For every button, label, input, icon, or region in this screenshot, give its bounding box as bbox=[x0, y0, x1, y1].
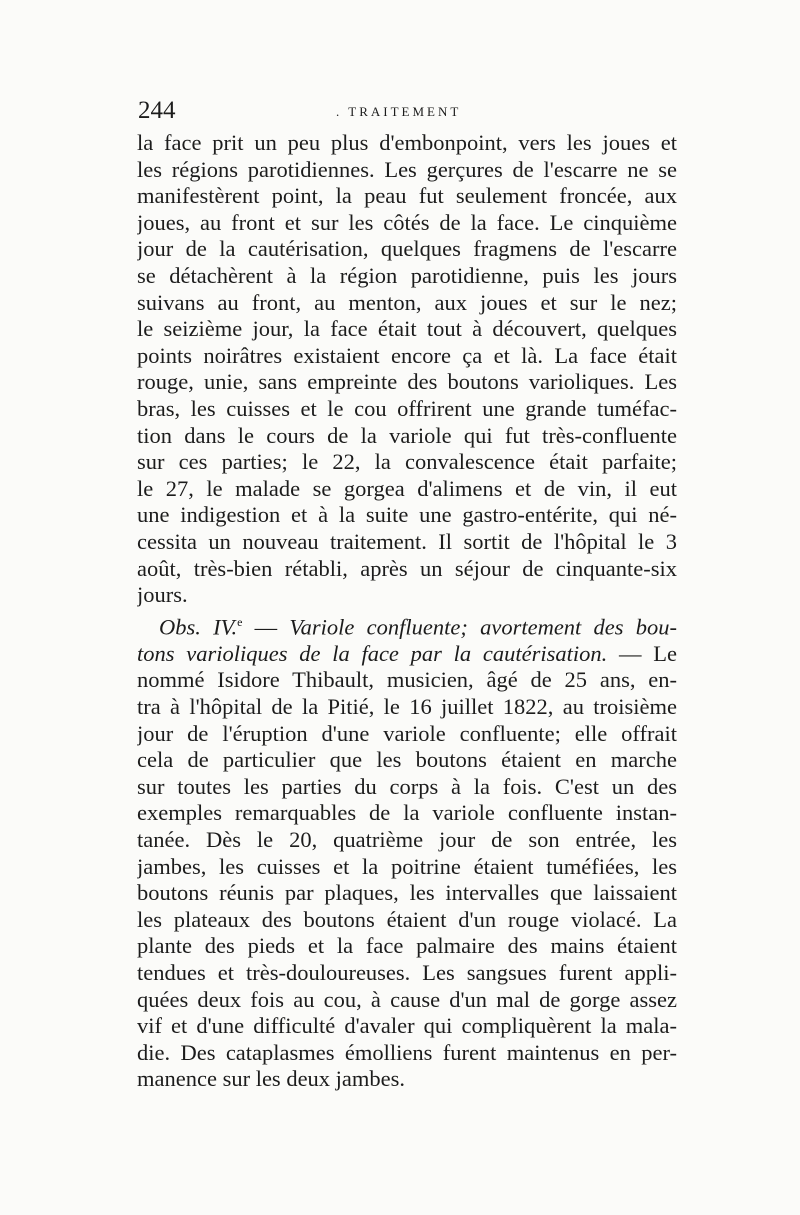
text-line: les plateaux des boutons étaient d'un rouge violacé. La bbox=[137, 906, 677, 932]
text-line: vif et d'une difficulté d'avaler qui compliquèrent la mala- bbox=[137, 1013, 677, 1039]
header-title: . TRAITEMENT bbox=[336, 104, 462, 119]
text-line: tendues et très-douloureuses. Les sangsues furent appli- bbox=[137, 959, 677, 985]
observation-title-cont: tons varioliques de la face par la cautérisation. bbox=[137, 640, 608, 666]
running-head bbox=[138, 98, 678, 124]
text-line: tanée. Dès le 20, quatrième jour de son entrée, les bbox=[137, 826, 677, 852]
observation-title-tail: — Le bbox=[607, 640, 677, 666]
text-line: manifestèrent point, la peau fut seulement froncée, aux bbox=[137, 183, 677, 209]
observation-heading-cont bbox=[137, 641, 677, 668]
observation-label-sup: e bbox=[237, 614, 243, 629]
text-line: le seizième jour, la face était tout à découvert, quelques bbox=[137, 316, 677, 342]
text-line: le 27, le malade se gorgea d'alimens et de vin, il eut bbox=[137, 475, 677, 501]
text-line: bras, les cuisses et le cou offrirent une grande tuméfac- bbox=[137, 395, 677, 421]
text-line: tion dans le cours de la variole qui fut très-confluente bbox=[137, 422, 677, 448]
text-line: les régions parotidiennes. Les gerçures de l'escarre ne se bbox=[137, 156, 677, 182]
text-line: août, très-bien rétabli, après un séjour de cinquante-six bbox=[137, 555, 677, 581]
text-line: jour de la cautérisation, quelques fragmens de l'escarre bbox=[137, 236, 677, 262]
observation-label: Obs. IV. bbox=[159, 614, 238, 640]
page-number: 244 bbox=[138, 97, 176, 124]
text-line: cessita un nouveau traitement. Il sortit de l'hôpital le 3 bbox=[137, 528, 677, 554]
text-line: jours. bbox=[137, 582, 188, 608]
text-line: sur toutes les parties du corps à la fois. C'est un des bbox=[137, 773, 677, 799]
observation-title: Variole confluente; avortement des bou- bbox=[289, 614, 677, 640]
text-line: se détachèrent à la région parotidienne, puis les jours bbox=[137, 262, 677, 288]
text-line: boutons réunis par plaques, les intervalles que laissaient bbox=[137, 880, 677, 906]
text-line: tra à l'hôpital de la Pitié, le 16 juillet 1822, au troisième bbox=[137, 693, 677, 719]
text-line: cela de particulier que les boutons étaient en marche bbox=[137, 747, 677, 773]
text-line: une indigestion et à la suite une gastro-entérite, qui né- bbox=[137, 502, 677, 528]
text-line: plante des pieds et la face palmaire des mains étaient bbox=[137, 933, 677, 959]
text-line: joues, au front et sur les côtés de la face. Le cinquième bbox=[137, 209, 677, 235]
text-line: jour de l'éruption d'une variole confluente; elle offrait bbox=[137, 720, 677, 746]
text-line: suivans au front, au menton, aux joues et sur le nez; bbox=[137, 289, 677, 315]
text-line: points noirâtres existaient encore ça et là. La face était bbox=[137, 342, 677, 368]
text-line: sur ces parties; le 22, la convalescence était parfaite; bbox=[137, 449, 677, 475]
text-line: nommé Isidore Thibault, musicien, âgé de 25 ans, en- bbox=[137, 667, 677, 693]
text-line: jambes, les cuisses et la poitrine étaient tuméfiées, les bbox=[137, 853, 677, 879]
text-line: rouge, unie, sans empreinte des boutons varioliques. Les bbox=[137, 369, 677, 395]
text-line: quées deux fois au cou, à cause d'un mal de gorge assez bbox=[137, 986, 677, 1012]
body-text bbox=[137, 130, 677, 1093]
text-line: la face prit un peu plus d'embonpoint, vers les joues et bbox=[137, 130, 677, 155]
observation-dash: — bbox=[242, 614, 290, 640]
text-line: die. Des cataplasmes émolliens furent maintenus en per- bbox=[137, 1039, 677, 1065]
text-line: manence sur les deux jambes. bbox=[137, 1066, 406, 1092]
observation-heading bbox=[137, 609, 677, 641]
text-line: exemples remarquables de la variole confluente instan- bbox=[137, 800, 677, 826]
